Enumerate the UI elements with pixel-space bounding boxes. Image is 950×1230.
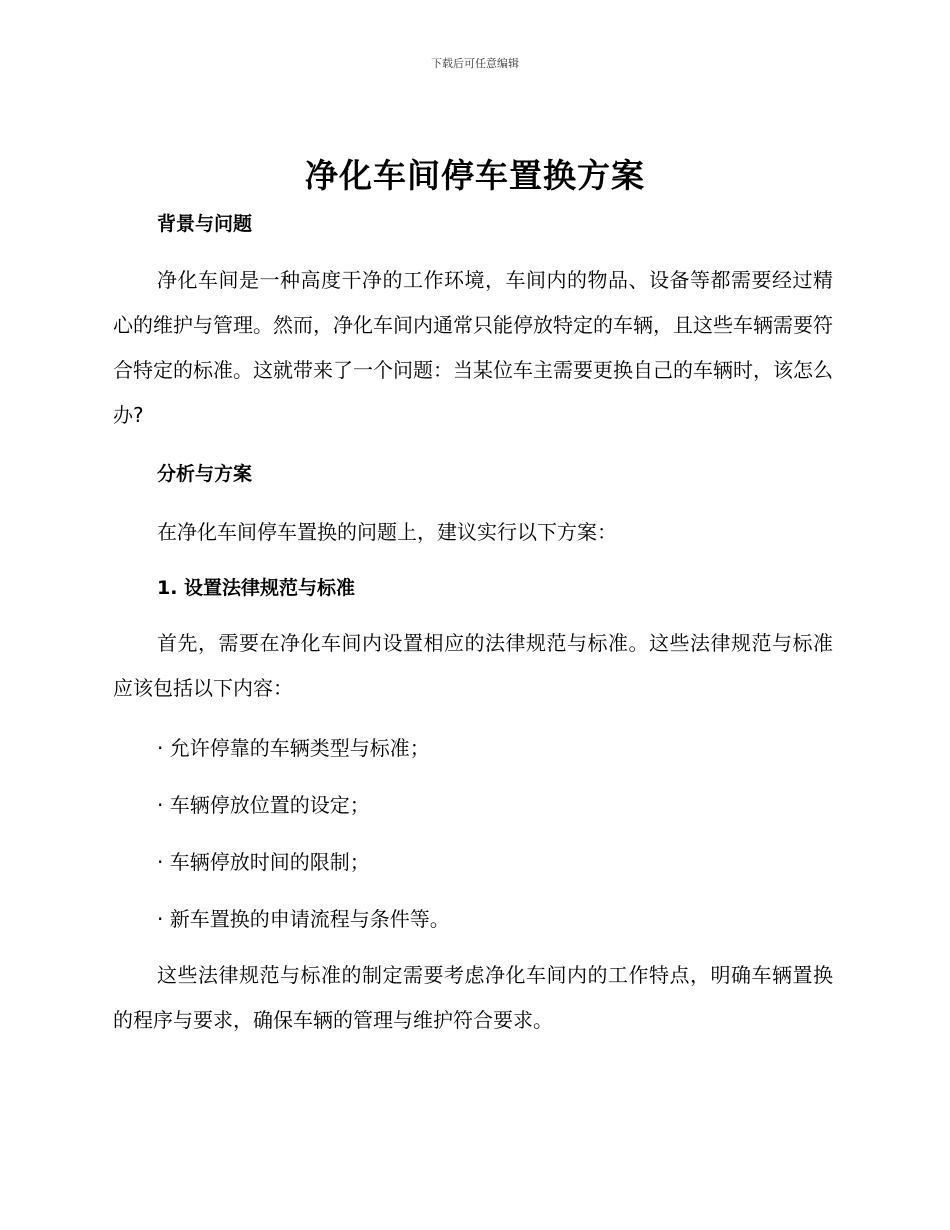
subheading-1: 1. 设置法律规范与标准 [157, 577, 356, 599]
section-heading-background: 背景与问题 [157, 213, 253, 235]
analysis-intro: 在净化车间停车置换的问题上，建议实行以下方案： [157, 520, 617, 544]
document-title: 净化车间停车置换方案 [305, 156, 645, 195]
background-paragraph: 净化车间是一种高度干净的工作环境，车间内的物品、设备等都需要经过精心的维护与管理。然而，净化车间内通常只能停放特定的车辆，且这些车辆需要符合特定的标准。这就带来了一个问题：当某位车主需要更换自己的车辆时，该怎么办? [113, 268, 833, 427]
bullet-item: · 车辆停放位置的设定； [157, 793, 370, 817]
bullet-item: · 车辆停放时间的限制； [157, 850, 370, 874]
section-heading-analysis: 分析与方案 [157, 463, 253, 485]
bullet-item: · 允许停靠的车辆类型与标准； [157, 736, 430, 760]
bullet-item: · 新车置换的申请流程与条件等。 [157, 907, 450, 931]
paragraph-1: 首先，需要在净化车间内设置相应的法律规范与标准。这些法律规范与标准应该包括以下内容： [113, 631, 833, 700]
header-note: 下载后可任意编辑 [431, 57, 519, 70]
paragraph-2: 这些法律规范与标准的制定需要考虑净化车间内的工作特点，明确车辆置换的程序与要求，确保车辆的管理与维护符合要求。 [113, 963, 833, 1032]
